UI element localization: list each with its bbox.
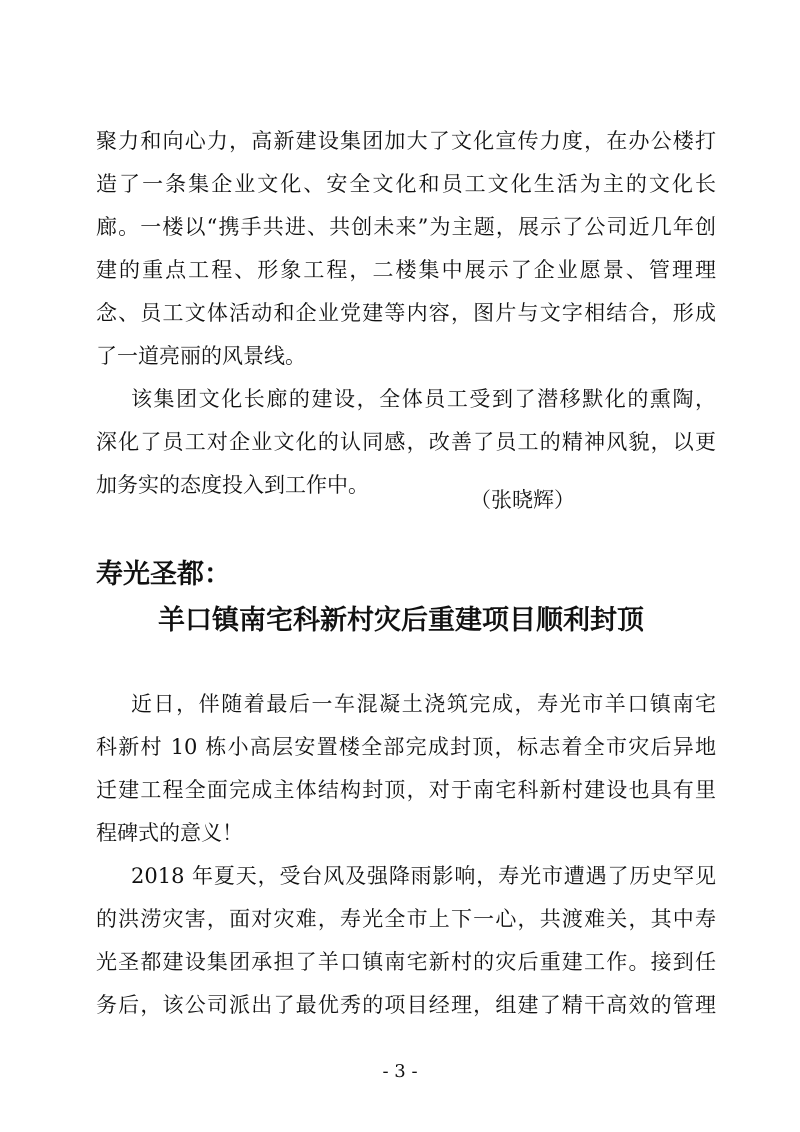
text-line: 深化了员工对企业文化的认同感，改善了员工的精神风貌，以更 [96,430,716,454]
text-line: 科新村 10 栋小高层安置楼全部完成封顶，标志着全市灾后异地 [96,735,716,759]
text-line: 造了一条集企业文化、安全文化和员工文化生活为主的文化长 [96,172,716,196]
text-line: 光圣都建设集团承担了羊口镇南宅新村的灾后重建工作。接到任 [96,950,716,974]
text-line: 建的重点工程、形象工程，二楼集中展示了企业愿景、管理理 [96,258,716,282]
text-line: 务后，该公司派出了最优秀的项目经理，组建了精干高效的管理 [96,993,716,1017]
text-line: 迁建工程全面完成主体结构封顶，对于南宅科新村建设也具有里 [96,778,716,802]
text-line: 廊。一楼以“携手共进、共创未来”为主题，展示了公司近几年创 [96,215,716,239]
text-line: 念、员工文体活动和企业党建等内容，图片与文字相结合，形成 [96,301,716,325]
text-line: 聚力和向心力，高新建设集团加大了文化宣传力度，在办公楼打 [96,129,716,153]
text-line: 加务实的态度投入到工作中。 [96,473,369,497]
author-byline: （张晓辉） [470,488,575,512]
text-line: 程碑式的意义！ [96,821,243,845]
article-subheading: 羊口镇南宅科新村灾后重建项目顺利封顶 [158,605,644,636]
text-line: 2018 年夏天，受台风及强降雨影响，寿光市遭遇了历史罕见 [131,864,716,888]
text-line: 近日，伴随着最后一车混凝土浇筑完成，寿光市羊口镇南宅 [131,692,716,716]
text-line: 的洪涝灾害，面对灾难，寿光全市上下一心，共渡难关，其中寿 [96,907,716,931]
text-line: 了一道亮丽的风景线。 [96,344,306,368]
text-line: 该集团文化长廊的建设，全体员工受到了潜移默化的熏陶， [131,387,716,411]
page-number: - 3 - [382,1061,418,1082]
article-heading: 寿光圣都： [96,559,231,590]
